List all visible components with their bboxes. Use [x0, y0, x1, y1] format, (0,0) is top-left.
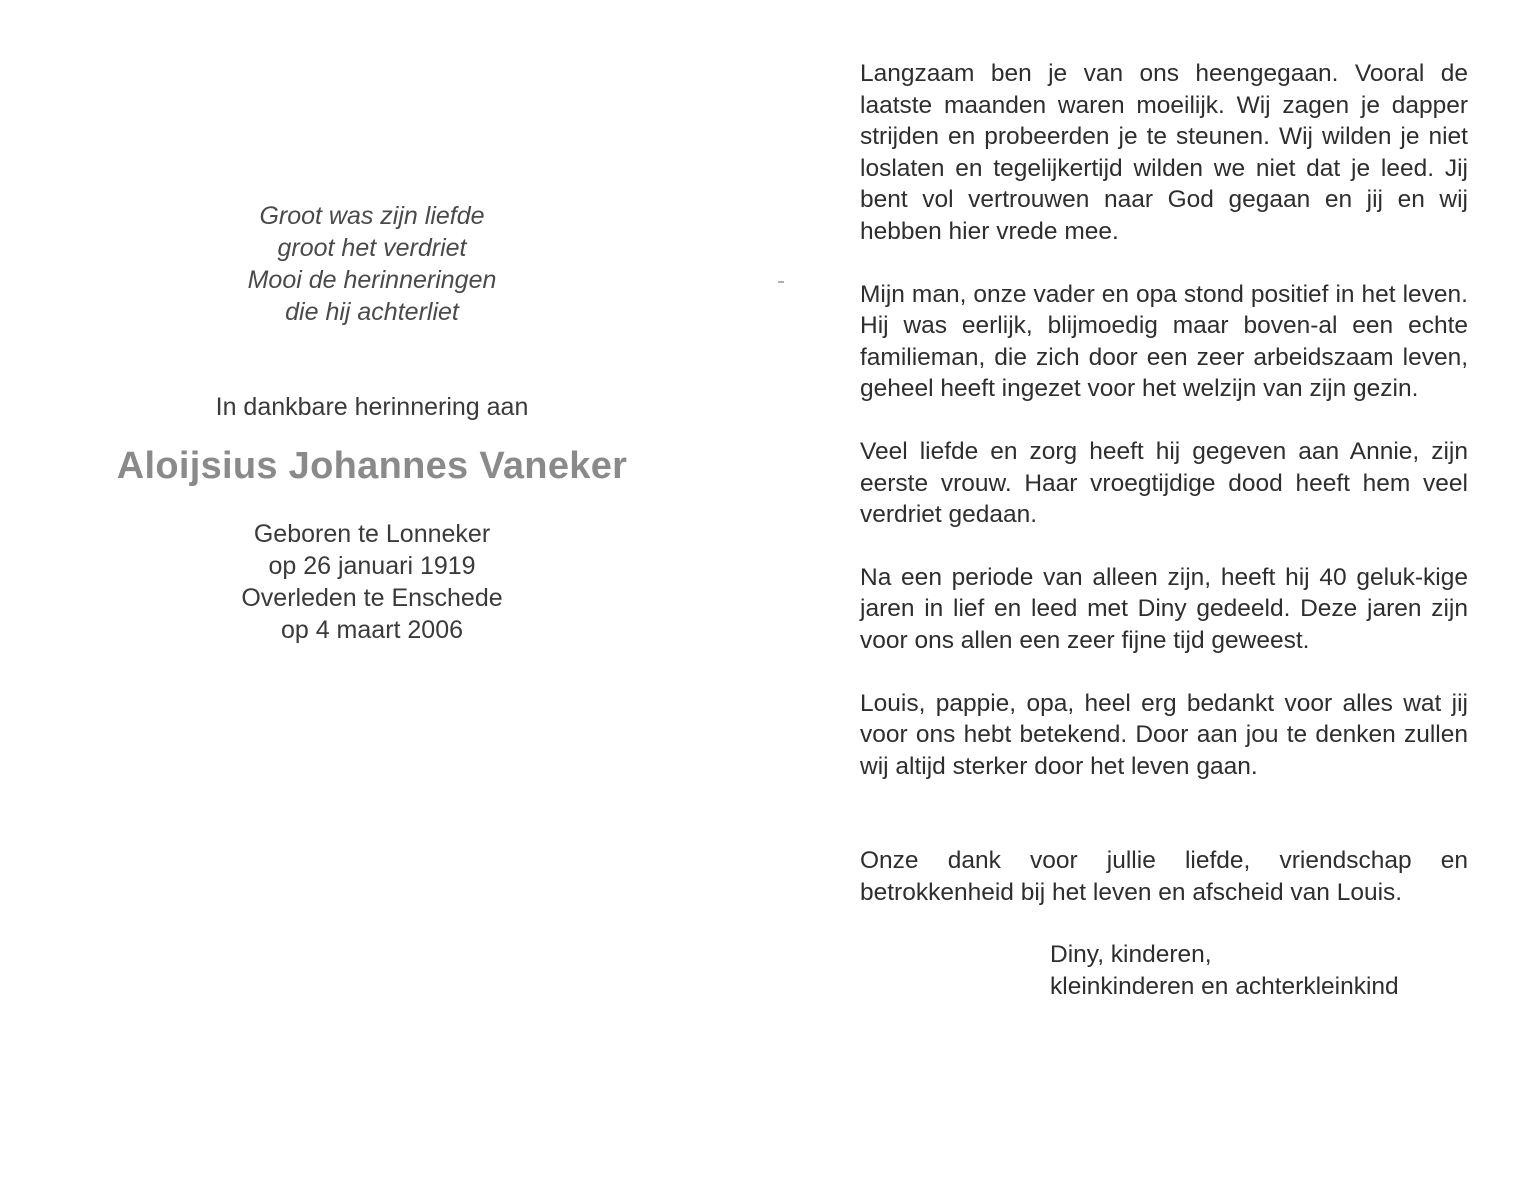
- paragraph-second-marriage: Na een periode van alleen zijn, heeft hij 40 geluk-kige jaren in lief en leed met Diny gedeeld. Deze jaren zijn voor ons allen een zeer fijne tijd geweest.: [860, 563, 1468, 654]
- death-place: Overleden te Enschede: [241, 584, 503, 612]
- deceased-name: Aloijsius Johannes Vaneker: [116, 445, 628, 487]
- memorial-poem: [40, 200, 704, 328]
- life-dates: [40, 518, 704, 646]
- dedication-line: In dankbare herinnering aan: [215, 393, 529, 421]
- signature-line: Diny, kinderen,: [1050, 941, 1212, 969]
- poem-line: die hij achterliet: [285, 298, 459, 326]
- paragraph-gratitude: Louis, pappie, opa, heel erg bedankt voor alles wat jij voor ons hebt betekend. Door aan jou te denken zullen wij altijd sterker door het leven gaan.: [860, 689, 1468, 780]
- birth-date: op 26 januari 1919: [268, 552, 476, 580]
- right-panel: [860, 58, 1468, 1003]
- signature-line: kleinkinderen en achterkleinkind: [1050, 973, 1399, 1001]
- left-panel: [40, 0, 704, 1200]
- signature-block: [860, 939, 1468, 1003]
- paper-speck: [778, 281, 784, 283]
- poem-line: Groot was zijn liefde: [259, 202, 485, 230]
- poem-line: Mooi de herinneringen: [247, 266, 497, 294]
- death-date: op 4 maart 2006: [280, 616, 464, 644]
- paragraph-first-wife: Veel liefde en zorg heeft hij gegeven aan Annie, zijn eerste vrouw. Haar vroegtijdige dood heeft hem veel verdriet gedaan.: [860, 437, 1468, 529]
- paragraph-thanks: Onze dank voor jullie liefde, vriendschap en betrokkenheid bij het leven en afscheid van Louis.: [860, 847, 1468, 906]
- paragraph-character: Mijn man, onze vader en opa stond positief in het leven. Hij was eerlijk, blijmoedig maar boven-al een echte familieman, die zich door een zeer arbeidszaam leven, geheel heeft ingezet voor het welzijn van zijn gezin.: [860, 280, 1468, 403]
- birth-place: Geboren te Lonneker: [253, 520, 491, 548]
- paragraph-farewell: Langzaam ben je van ons heengegaan. Vooral de laatste maanden waren moeilijk. Wij zagen je dapper strijden en probeerden je te steunen. Wij wilden je niet loslaten en tegelijkertijd wilden we niet dat je leed. Jij bent vol vertrouwen naar God gegaan en jij en wij hebben hier vrede mee.: [860, 60, 1468, 245]
- poem-line: groot het verdriet: [277, 234, 467, 262]
